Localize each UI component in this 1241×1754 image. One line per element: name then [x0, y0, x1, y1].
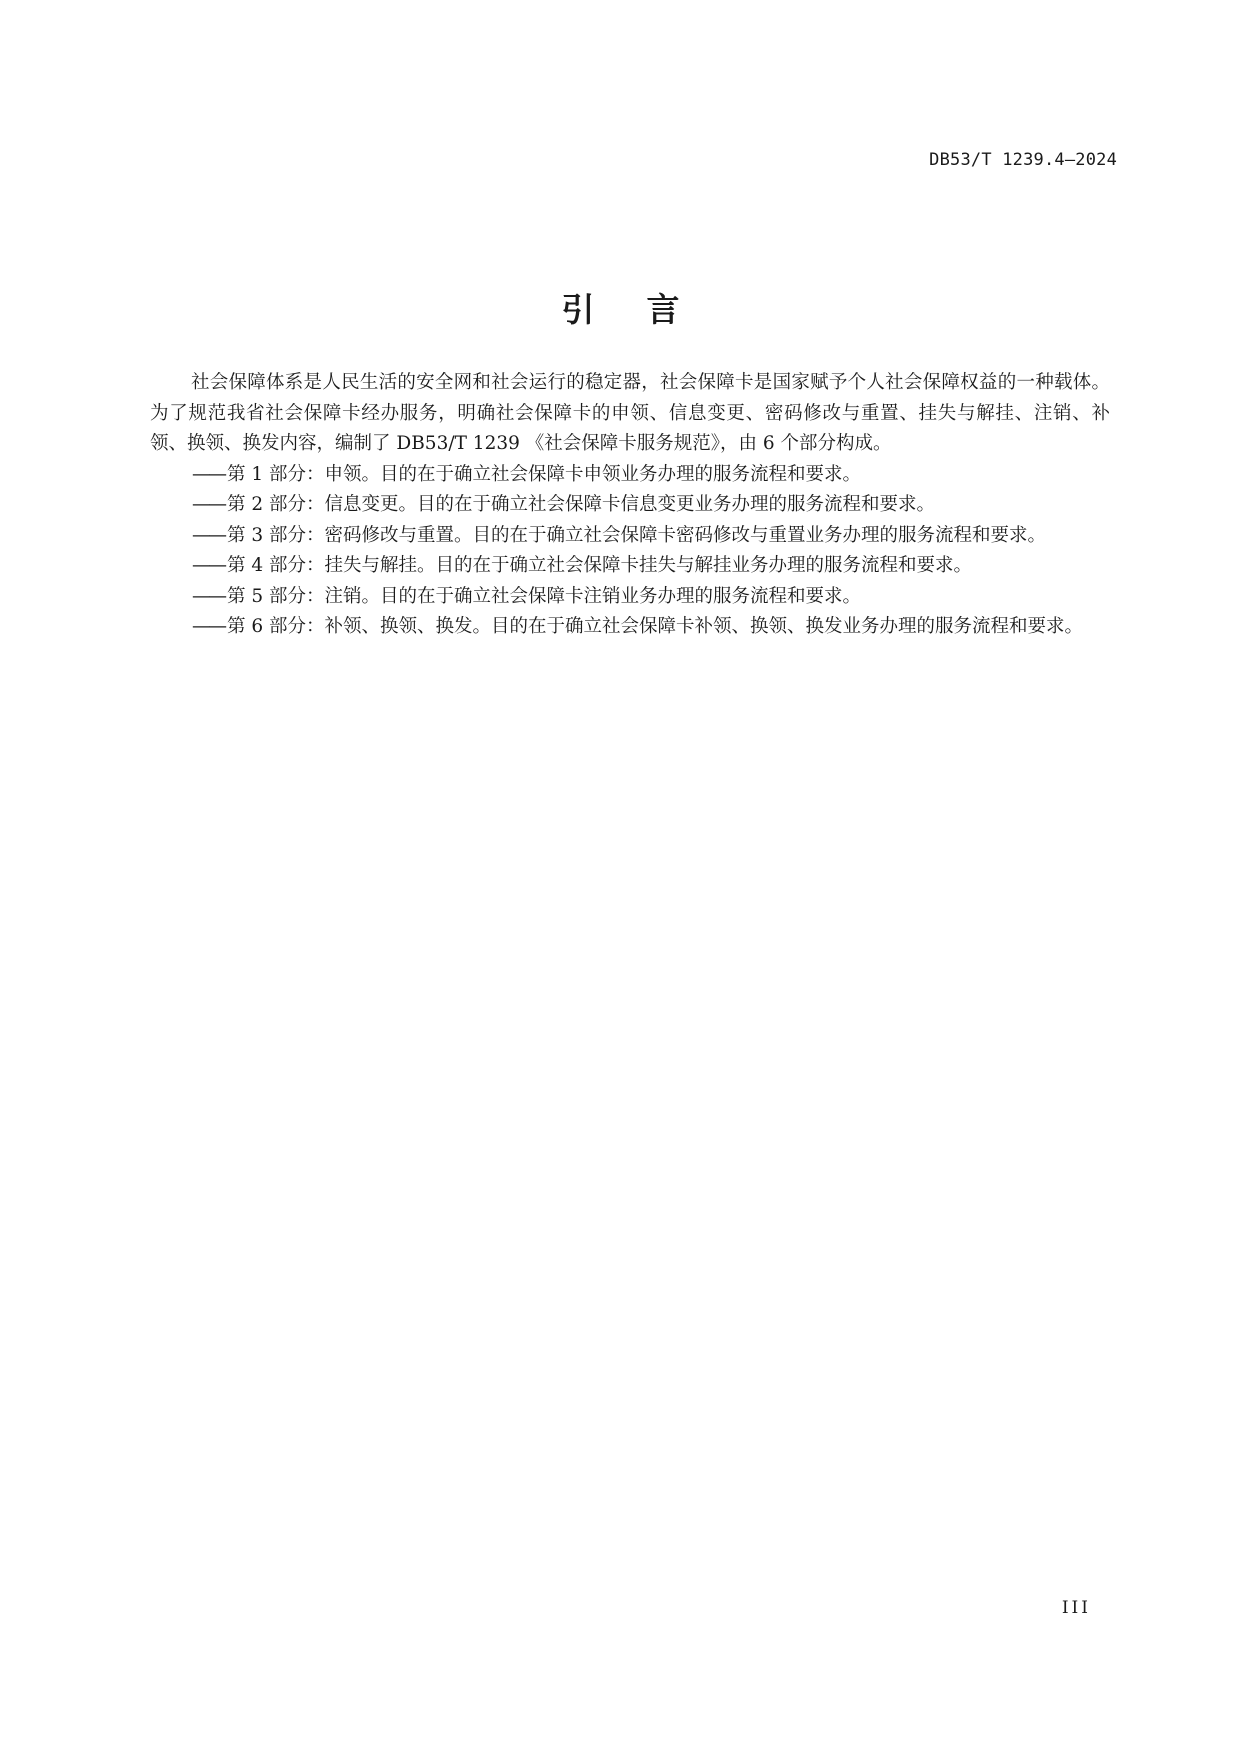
- list-dash: ——: [192, 616, 225, 637]
- list-dash: ——: [192, 585, 225, 607]
- list-dash: ——: [192, 555, 225, 576]
- page-number: III: [1061, 1598, 1091, 1618]
- list-item-text: 第 6 部分：补领、换领、换发。目的在于确立社会保障卡补领、换领、换发业务办理的服务流程和要求。: [227, 616, 1084, 637]
- standard-number: DB53/T 1239.4—2024: [929, 150, 1117, 170]
- list-dash: ——: [192, 494, 225, 515]
- list-item-part-3: [192, 521, 1110, 552]
- list-item-part-6: [192, 612, 1110, 643]
- intro-paragraph: 社会保障体系是人民生活的安全网和社会运行的稳定器，社会保障卡是国家赋予个人社会保障权益的一种载体。为了规范我省社会保障卡经办服务，明确社会保障卡的申领、信息变更、密码修改与重置、挂失与解挂、注销、补领、换领、换发内容，编制了 DB53/T 1239 《社会保障卡服务规范》，由 6 个部分构成。: [150, 372, 1110, 454]
- list-item-text: 第 2 部分：信息变更。目的在于确立社会保障卡信息变更业务办理的服务流程和要求。: [227, 494, 936, 515]
- list-dash: ——: [192, 463, 225, 485]
- list-item-text: 第 4 部分：挂失与解挂。目的在于确立社会保障卡挂失与解挂业务办理的服务流程和要求。: [227, 555, 973, 576]
- page-title: 引言: [561, 290, 732, 330]
- list-item-part-4: [192, 551, 1110, 582]
- parts-list: [150, 460, 1110, 643]
- list-item-part-2: [192, 490, 1110, 521]
- list-item-text: 第 1 部分：申领。目的在于确立社会保障卡申领业务办理的服务流程和要求。: [227, 463, 862, 485]
- list-item-part-5: [192, 582, 1110, 613]
- list-item-text: 第 3 部分：密码修改与重置。目的在于确立社会保障卡密码修改与重置业务办理的服务流程和要求。: [227, 524, 1047, 546]
- document-body: [150, 368, 1110, 643]
- list-item-part-1: [192, 460, 1110, 491]
- list-item-text: 第 5 部分：注销。目的在于确立社会保障卡注销业务办理的服务流程和要求。: [227, 585, 862, 607]
- list-dash: ——: [192, 524, 225, 546]
